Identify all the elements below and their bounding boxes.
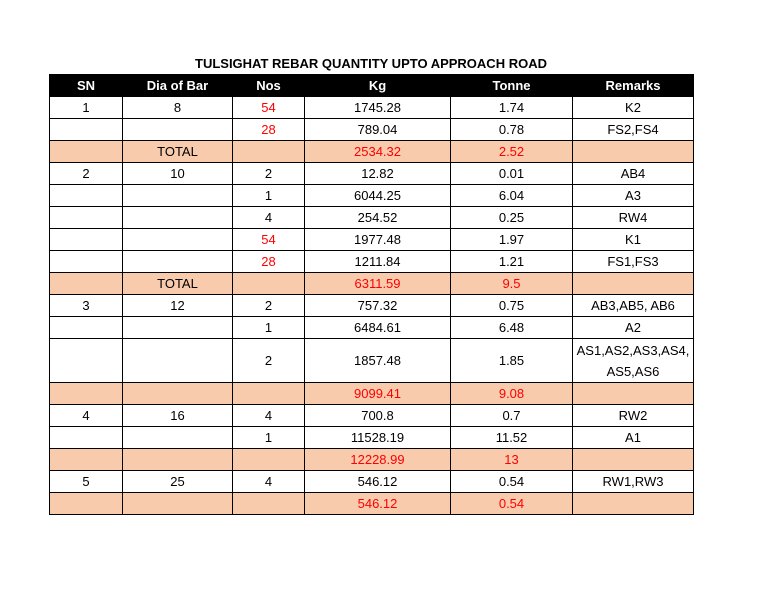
cell-kg: 6044.25: [305, 185, 451, 207]
cell-kg: 11528.19: [305, 427, 451, 449]
cell-dia: TOTAL: [123, 273, 233, 295]
cell-tonne: 0.54: [451, 493, 573, 515]
cell-dia: 8: [123, 97, 233, 119]
cell-sn: [50, 449, 123, 471]
cell-dia: [123, 185, 233, 207]
cell-tonne: 9.08: [451, 383, 573, 405]
column-header-nos: Nos: [233, 75, 305, 97]
cell-kg: 1977.48: [305, 229, 451, 251]
cell-kg: 12228.99: [305, 449, 451, 471]
cell-kg: 1857.48: [305, 339, 451, 383]
cell-remarks: K1: [573, 229, 694, 251]
cell-remarks: [573, 449, 694, 471]
cell-dia: [123, 251, 233, 273]
cell-kg: 6311.59: [305, 273, 451, 295]
column-header-tonne: Tonne: [451, 75, 573, 97]
cell-dia: 25: [123, 471, 233, 493]
cell-tonne: 0.25: [451, 207, 573, 229]
cell-sn: [50, 229, 123, 251]
cell-remarks: RW1,RW3: [573, 471, 694, 493]
cell-sn: [50, 185, 123, 207]
table-row: [50, 427, 694, 449]
cell-tonne: 13: [451, 449, 573, 471]
cell-kg: 757.32: [305, 295, 451, 317]
table-row: [50, 317, 694, 339]
cell-nos: 54: [233, 229, 305, 251]
cell-nos: 28: [233, 251, 305, 273]
table-row: [50, 97, 694, 119]
cell-sn: [50, 339, 123, 383]
cell-nos: 4: [233, 405, 305, 427]
cell-kg: 546.12: [305, 471, 451, 493]
cell-nos: 1: [233, 185, 305, 207]
cell-remarks: A3: [573, 185, 694, 207]
cell-kg: 546.12: [305, 493, 451, 515]
cell-remarks: A2: [573, 317, 694, 339]
cell-dia: 10: [123, 163, 233, 185]
cell-tonne: 9.5: [451, 273, 573, 295]
cell-sn: [50, 251, 123, 273]
cell-kg: 6484.61: [305, 317, 451, 339]
cell-tonne: 1.85: [451, 339, 573, 383]
cell-sn: 4: [50, 405, 123, 427]
cell-sn: [50, 427, 123, 449]
cell-sn: [50, 207, 123, 229]
cell-kg: 789.04: [305, 119, 451, 141]
cell-tonne: 1.97: [451, 229, 573, 251]
column-header-kg: Kg: [305, 75, 451, 97]
table-header-row: [50, 75, 694, 97]
cell-dia: [123, 339, 233, 383]
cell-kg: 12.82: [305, 163, 451, 185]
cell-nos: 28: [233, 119, 305, 141]
cell-tonne: 0.54: [451, 471, 573, 493]
cell-remarks: FS1,FS3: [573, 251, 694, 273]
cell-nos: [233, 273, 305, 295]
total-row: [50, 273, 694, 295]
table-row: [50, 163, 694, 185]
total-row: [50, 493, 694, 515]
cell-sn: 3: [50, 295, 123, 317]
cell-dia: [123, 383, 233, 405]
cell-dia: 16: [123, 405, 233, 427]
cell-sn: [50, 273, 123, 295]
cell-kg: 700.8: [305, 405, 451, 427]
cell-sn: [50, 317, 123, 339]
cell-sn: 5: [50, 471, 123, 493]
column-header-dia: Dia of Bar: [123, 75, 233, 97]
cell-dia: [123, 119, 233, 141]
cell-remarks: FS2,FS4: [573, 119, 694, 141]
table-row: [50, 251, 694, 273]
cell-kg: 1211.84: [305, 251, 451, 273]
cell-remarks: AB4: [573, 163, 694, 185]
cell-dia: [123, 427, 233, 449]
cell-remarks: A1: [573, 427, 694, 449]
cell-remarks: [573, 141, 694, 163]
cell-tonne: 11.52: [451, 427, 573, 449]
table-row: [50, 339, 694, 383]
cell-remarks: RW4: [573, 207, 694, 229]
cell-dia: [123, 493, 233, 515]
table-row: [50, 185, 694, 207]
table-row: [50, 229, 694, 251]
cell-nos: 4: [233, 207, 305, 229]
cell-dia: [123, 317, 233, 339]
page-title: TULSIGHAT REBAR QUANTITY UPTO APPROACH ROAD: [195, 56, 547, 71]
cell-sn: 2: [50, 163, 123, 185]
cell-tonne: 0.75: [451, 295, 573, 317]
cell-tonne: 0.01: [451, 163, 573, 185]
cell-kg: 2534.32: [305, 141, 451, 163]
cell-remarks: AB3,AB5, AB6: [573, 295, 694, 317]
cell-sn: [50, 493, 123, 515]
cell-nos: 4: [233, 471, 305, 493]
cell-remarks: AS1,AS2,AS3,AS4, AS5,AS6: [573, 339, 694, 383]
table-row: [50, 405, 694, 427]
cell-dia: 12: [123, 295, 233, 317]
cell-tonne: 2.52: [451, 141, 573, 163]
cell-kg: 254.52: [305, 207, 451, 229]
cell-remarks: [573, 273, 694, 295]
cell-nos: 1: [233, 317, 305, 339]
cell-tonne: 6.48: [451, 317, 573, 339]
table-row: [50, 119, 694, 141]
cell-remarks: [573, 493, 694, 515]
cell-sn: [50, 383, 123, 405]
cell-tonne: 1.21: [451, 251, 573, 273]
table-row: [50, 207, 694, 229]
cell-remarks: [573, 383, 694, 405]
cell-dia: [123, 207, 233, 229]
column-header-sn: SN: [50, 75, 123, 97]
cell-nos: 2: [233, 163, 305, 185]
total-row: [50, 141, 694, 163]
cell-nos: [233, 493, 305, 515]
total-row: [50, 449, 694, 471]
cell-nos: 2: [233, 295, 305, 317]
table-row: [50, 295, 694, 317]
rebar-quantity-table: [49, 74, 694, 515]
cell-remarks: RW2: [573, 405, 694, 427]
cell-sn: [50, 141, 123, 163]
cell-nos: 54: [233, 97, 305, 119]
cell-tonne: 0.78: [451, 119, 573, 141]
cell-nos: [233, 449, 305, 471]
cell-tonne: 1.74: [451, 97, 573, 119]
cell-nos: [233, 383, 305, 405]
cell-nos: 2: [233, 339, 305, 383]
cell-sn: [50, 119, 123, 141]
cell-dia: TOTAL: [123, 141, 233, 163]
cell-dia: [123, 229, 233, 251]
table-row: [50, 471, 694, 493]
cell-remarks: K2: [573, 97, 694, 119]
total-row: [50, 383, 694, 405]
column-header-remarks: Remarks: [573, 75, 694, 97]
cell-nos: [233, 141, 305, 163]
cell-kg: 1745.28: [305, 97, 451, 119]
cell-kg: 9099.41: [305, 383, 451, 405]
cell-tonne: 0.7: [451, 405, 573, 427]
cell-dia: [123, 449, 233, 471]
cell-tonne: 6.04: [451, 185, 573, 207]
cell-nos: 1: [233, 427, 305, 449]
cell-sn: 1: [50, 97, 123, 119]
